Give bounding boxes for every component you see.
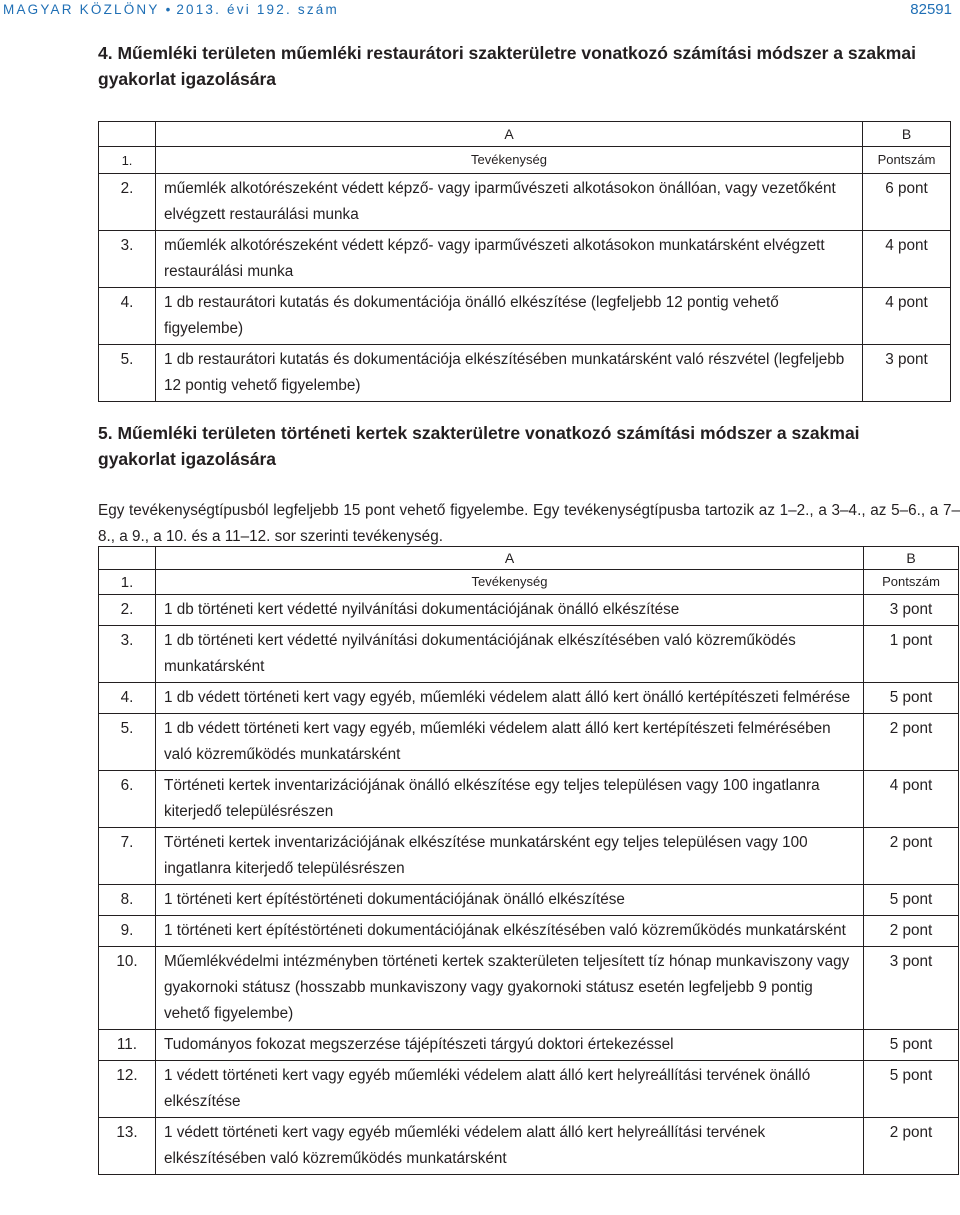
points-value: 5 pont bbox=[864, 885, 959, 916]
row-number: 11. bbox=[99, 1030, 156, 1061]
activity-header: Tevékenység bbox=[156, 570, 864, 595]
column-b-label: B bbox=[863, 122, 951, 147]
activity-header: Tevékenység bbox=[156, 147, 863, 174]
activity-text: Történeti kertek inventarizációjának önálló elkészítése egy teljes településen vagy 100 ingatlanra kiterjedő településrészen bbox=[156, 771, 864, 828]
table-row bbox=[99, 1061, 959, 1118]
section-5-intro: Egy tevékenységtípusból legfeljebb 15 pont vehető figyelembe. Egy tevékenységtípusba tartozik az 1–2., a 3–4., az 5–6., a 7–8., a 9., a 10. és a 11–12. sor szerinti tevékenység. bbox=[98, 502, 960, 545]
table-row bbox=[99, 1118, 959, 1175]
row-number: 2. bbox=[99, 595, 156, 626]
page-number: 82591 bbox=[910, 1, 952, 18]
row-number: 4. bbox=[99, 288, 156, 345]
points-header: Pontszám bbox=[863, 147, 951, 174]
table-header-row bbox=[99, 570, 959, 595]
activity-text: Történeti kertek inventarizációjának elkészítése munkatársként egy teljes településen vagy 100 ingatlanra kiterjedő településrészen bbox=[156, 828, 864, 885]
points-value: 2 pont bbox=[864, 916, 959, 947]
activity-text: Tudományos fokozat megszerzése tájépítészeti tárgyú doktori értekezéssel bbox=[156, 1030, 864, 1061]
row-number: 9. bbox=[99, 916, 156, 947]
activity-text: 1 történeti kert építéstörténeti dokumentációjának önálló elkészítése bbox=[156, 885, 864, 916]
points-value: 3 pont bbox=[864, 947, 959, 1030]
row-number: 2. bbox=[99, 174, 156, 231]
activity-text: 1 védett történeti kert vagy egyéb műemléki védelem alatt álló kert helyreállítási tervének elkészítésében való közreműködés munkatársként bbox=[156, 1118, 864, 1175]
points-value: 4 pont bbox=[863, 288, 951, 345]
row-number: 1. bbox=[99, 570, 156, 595]
activity-text: 1 db védett történeti kert vagy egyéb, műemléki védelem alatt álló kert kertépítészeti felmérésében való közreműködés munkatársként bbox=[156, 714, 864, 771]
row-number: 8. bbox=[99, 885, 156, 916]
points-value: 3 pont bbox=[864, 595, 959, 626]
points-value: 6 pont bbox=[863, 174, 951, 231]
activity-text: 1 db történeti kert védetté nyilvánítási dokumentációjának önálló elkészítése bbox=[156, 595, 864, 626]
activity-text: 1 db restaurátori kutatás és dokumentációja önálló elkészítése (legfeljebb 12 pontig vehető figyelembe) bbox=[156, 288, 863, 345]
table-row bbox=[99, 174, 951, 231]
table-corner-cell bbox=[99, 122, 156, 147]
header-bullet: • bbox=[165, 2, 171, 17]
activity-text: műemlék alkotórészeként védett képző- vagy iparművészeti alkotásokon munkatársként elvégzett restaurálási munka bbox=[156, 231, 863, 288]
points-header: Pontszám bbox=[864, 570, 959, 595]
row-number: 10. bbox=[99, 947, 156, 1030]
table-row bbox=[99, 345, 951, 402]
activity-text: Műemlékvédelmi intézményben történeti kertek szakterületen teljesített tíz hónap munkaviszony vagy gyakornoki státusz (hosszabb munkaviszony vagy gyakornoki státusz esetén legfeljebb 9 pontig vehető figyelembe) bbox=[156, 947, 864, 1030]
activity-text: 1 db restaurátori kutatás és dokumentációja elkészítésében munkatársként való részvétel (legfeljebb 12 pontig vehető figyelembe) bbox=[156, 345, 863, 402]
activity-text: 1 db védett történeti kert vagy egyéb, műemléki védelem alatt álló kert önálló kertépítészeti felmérése bbox=[156, 683, 864, 714]
table-row bbox=[99, 916, 959, 947]
column-letter-row bbox=[99, 122, 951, 147]
row-number: 5. bbox=[99, 345, 156, 402]
section-4-title: 4. Műemléki területen műemléki restaurátori szakterületre vonatkozó számítási módszer a szakmai gyakorlat igazolására bbox=[98, 43, 916, 89]
table-row bbox=[99, 714, 959, 771]
points-value: 5 pont bbox=[864, 1061, 959, 1118]
column-letter-row bbox=[99, 547, 959, 570]
row-number: 5. bbox=[99, 714, 156, 771]
section-4-table bbox=[98, 121, 951, 402]
activity-text: 1 védett történeti kert vagy egyéb műemléki védelem alatt álló kert helyreállítási tervének önálló elkészítése bbox=[156, 1061, 864, 1118]
table-row bbox=[99, 288, 951, 345]
row-number: 3. bbox=[99, 231, 156, 288]
column-a-label: A bbox=[156, 122, 863, 147]
points-value: 5 pont bbox=[864, 683, 959, 714]
row-number: 1. bbox=[99, 147, 156, 174]
table-row bbox=[99, 595, 959, 626]
table-row bbox=[99, 626, 959, 683]
points-value: 5 pont bbox=[864, 1030, 959, 1061]
table-corner-cell bbox=[99, 547, 156, 570]
column-a-label: A bbox=[156, 547, 864, 570]
table-header-row bbox=[99, 147, 951, 174]
table-row bbox=[99, 683, 959, 714]
points-value: 1 pont bbox=[864, 626, 959, 683]
table-row bbox=[99, 231, 951, 288]
table-row bbox=[99, 828, 959, 885]
issue-label: 2013. évi 192. szám bbox=[176, 2, 339, 17]
points-value: 2 pont bbox=[864, 828, 959, 885]
column-b-label: B bbox=[864, 547, 959, 570]
journal-title: MAGYAR KÖZLÖNY bbox=[3, 2, 160, 17]
row-number: 12. bbox=[99, 1061, 156, 1118]
table-row bbox=[99, 885, 959, 916]
row-number: 3. bbox=[99, 626, 156, 683]
section-5-table bbox=[98, 546, 959, 1175]
page-header bbox=[0, 0, 960, 22]
table-row bbox=[99, 947, 959, 1030]
row-number: 6. bbox=[99, 771, 156, 828]
row-number: 7. bbox=[99, 828, 156, 885]
row-number: 4. bbox=[99, 683, 156, 714]
section-5-title: 5. Műemléki területen történeti kertek szakterületre vonatkozó számítási módszer a szakmai gyakorlat igazolására bbox=[98, 423, 860, 469]
activity-text: műemlék alkotórészeként védett képző- vagy iparművészeti alkotásokon önállóan, vagy vezetőként elvégzett restaurálási munka bbox=[156, 174, 863, 231]
row-number: 13. bbox=[99, 1118, 156, 1175]
points-value: 4 pont bbox=[864, 771, 959, 828]
activity-text: 1 történeti kert építéstörténeti dokumentációjának elkészítésében való közreműködés munkatársként bbox=[156, 916, 864, 947]
table-row bbox=[99, 771, 959, 828]
points-value: 4 pont bbox=[863, 231, 951, 288]
activity-text: 1 db történeti kert védetté nyilvánítási dokumentációjának elkészítésében való közreműködés munkatársként bbox=[156, 626, 864, 683]
points-value: 2 pont bbox=[864, 714, 959, 771]
journal-header bbox=[3, 2, 339, 17]
points-value: 3 pont bbox=[863, 345, 951, 402]
points-value: 2 pont bbox=[864, 1118, 959, 1175]
table-row bbox=[99, 1030, 959, 1061]
